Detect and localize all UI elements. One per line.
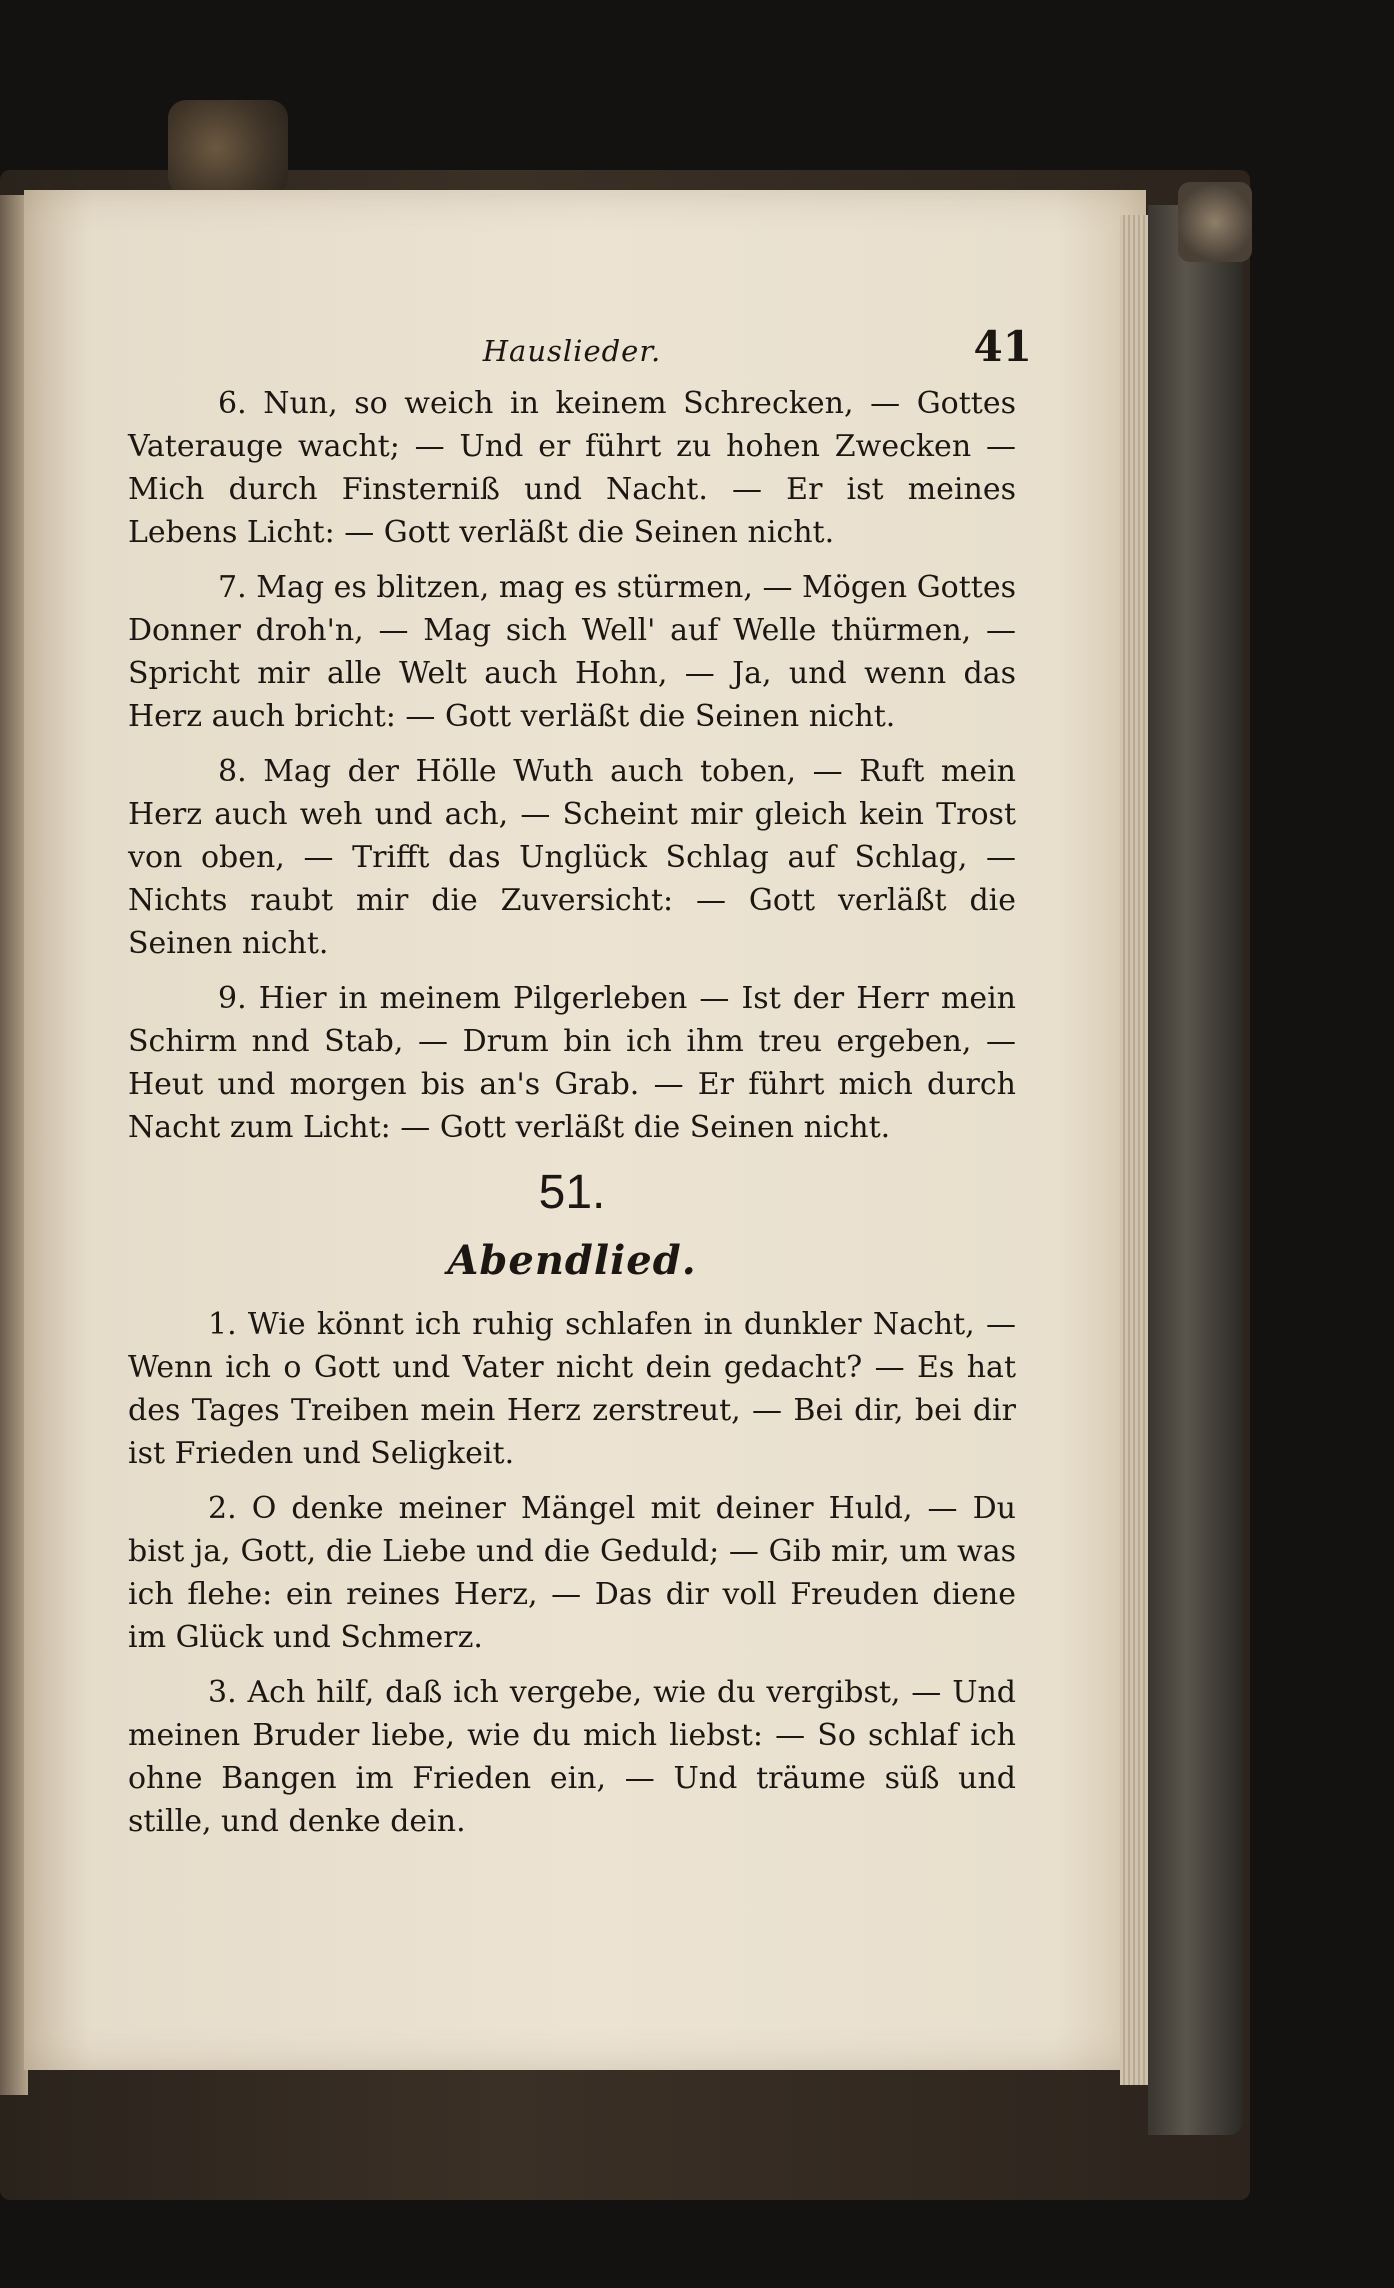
abendlied-verse-3: 3. Ach hilf, daß ich vergebe, wie du vergibst, — Und meinen Bruder liebe, wie du mich liebst: — So schlaf ich ohne Bangen im Frieden ein, — Und träume süß und stille, und denke dein. (128, 1675, 1016, 1839)
verse-6: 6. Nun, so weich in keinem Schrecken, — Gottes Vaterauge wacht; — Und er führt zu hohen Zwecken — Mich durch Finsterniß und Nacht. — Er ist meines Lebens Licht: — Gott verläßt die Seinen nicht. (128, 386, 1016, 550)
book-spine-edge (1148, 205, 1243, 2135)
running-head: Hauslieder. (482, 334, 662, 368)
page-stack-edge (1120, 215, 1148, 2085)
abendlied-verse-2: 2. O denke meiner Mängel mit deiner Huld, — Du bist ja, Gott, die Liebe und die Geduld; — Gib mir, um was ich flehe: ein reines Herz, — Das dir voll Freuden diene im Glück und Schmerz. (128, 1491, 1016, 1655)
page-content (128, 322, 1032, 1855)
verse-8: 8. Mag der Hölle Wuth auch toben, — Ruft mein Herz auch weh und ach, — Scheint mir gleich kein Trost von oben, — Trifft das Unglück Schlag auf Schlag, — Nichts raubt mir die Zuversicht: — Gott verläßt die Seinen nicht. (128, 754, 1016, 961)
clasp-ornament (168, 100, 288, 195)
verse-7: 7. Mag es blitzen, mag es stürmen, — Mögen Gottes Donner droh'n, — Mag sich Well' auf Welle thürmen, — Spricht mir alle Welt auch Hohn, — Ja, und wenn das Herz auch bricht: — Gott verläßt die Seinen nicht. (128, 570, 1016, 734)
clasp-ornament-right (1178, 182, 1252, 262)
hymn-51 (128, 1165, 1016, 1843)
previous-hymn (128, 382, 1016, 1149)
verse-9: 9. Hier in meinem Pilgerleben — Ist der Herr mein Schirm nnd Stab, — Drum bin ich ihm treu ergeben, — Heut und morgen bis an's Grab. — Er führt mich durch Nacht zum Licht: — Gott verläßt die Seinen nicht. (128, 981, 1016, 1145)
hymn-title: Abendlied. (447, 1237, 697, 1284)
hymn-number: 51. (538, 1166, 606, 1219)
page-header (128, 322, 1032, 382)
abendlied-verse-1: 1. Wie könnt ich ruhig schlafen in dunkler Nacht, — Wenn ich o Gott und Vater nicht dein gedacht? — Es hat des Tages Treiben mein Herz zerstreut, — Bei dir, bei dir ist Frieden und Seligkeit. (128, 1307, 1016, 1471)
page-number: 41 (973, 322, 1032, 371)
